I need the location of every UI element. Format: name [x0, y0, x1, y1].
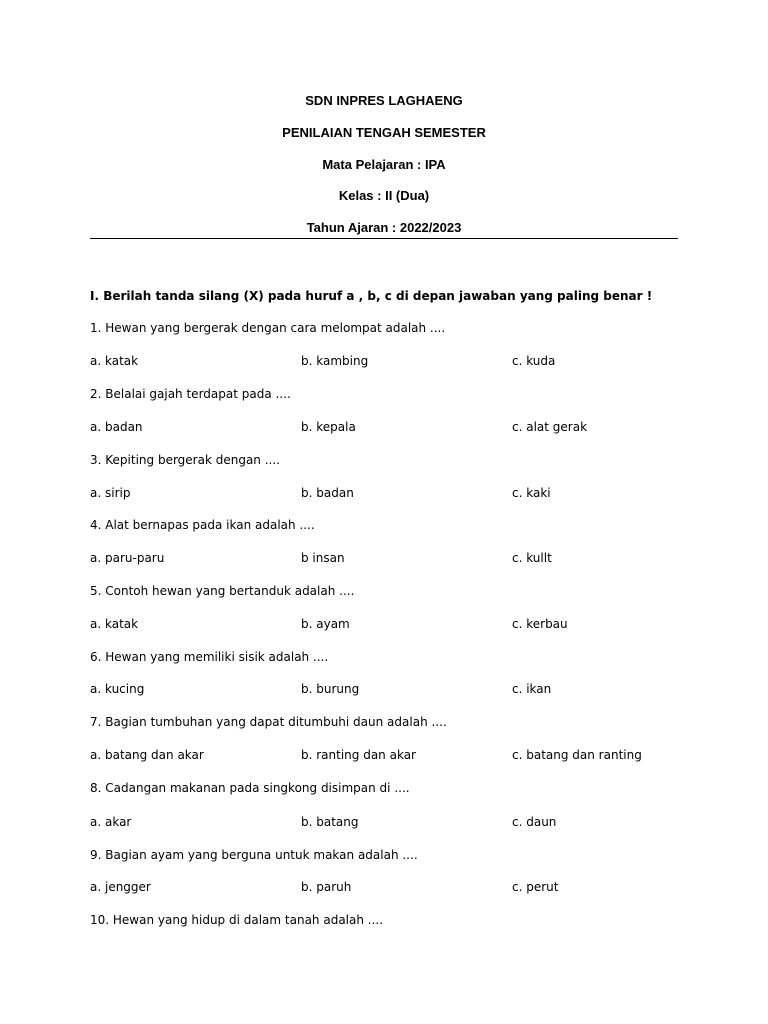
- question-8-option-c: c. daun: [512, 815, 557, 829]
- question-3-option-b: b. badan: [301, 486, 354, 500]
- question-3-option-c: c. kaki: [512, 486, 551, 500]
- question-6: 6. Hewan yang memiliki sisik adalah ....: [90, 650, 329, 664]
- question-5-option-b: b. ayam: [301, 617, 350, 631]
- question-5: 5. Contoh hewan yang bertanduk adalah ....: [90, 584, 355, 598]
- question-3: 3. Kepiting bergerak dengan ....: [90, 453, 280, 467]
- question-7-option-b: b. ranting dan akar: [301, 748, 416, 762]
- question-1-option-c: c. kuda: [512, 354, 556, 368]
- question-8-option-b: b. batang: [301, 815, 359, 829]
- question-4-option-c: c. kullt: [512, 551, 552, 565]
- question-9-option-a: a. jengger: [90, 880, 151, 894]
- instruction-text: I. Berilah tanda silang (X) pada huruf a , b, c di depan jawaban yang paling benar !: [90, 289, 653, 303]
- question-6-option-a: a. kucing: [90, 682, 145, 696]
- question-9-option-c: c. perut: [512, 880, 559, 894]
- question-7: 7. Bagian tumbuhan yang dapat ditumbuhi daun adalah ....: [90, 715, 447, 729]
- question-2-option-b: b. kepala: [301, 420, 356, 434]
- question-5-option-a: a. katak: [90, 617, 139, 631]
- question-2-option-c: c. alat gerak: [512, 420, 588, 434]
- question-8: 8. Cadangan makanan pada singkong disimpan di ....: [90, 781, 410, 795]
- exam-title: PENILAIAN TENGAH SEMESTER: [282, 125, 486, 140]
- question-4: 4. Alat bernapas pada ikan adalah ....: [90, 518, 315, 532]
- question-5-option-c: c. kerbau: [512, 617, 568, 631]
- question-7-option-a: a. batang dan akar: [90, 748, 204, 762]
- question-10: 10. Hewan yang hidup di dalam tanah adalah ....: [90, 913, 384, 927]
- subject-line: Mata Pelajaran : IPA: [322, 157, 446, 172]
- question-2-option-a: a. badan: [90, 420, 143, 434]
- question-4-option-a: a. paru-paru: [90, 551, 165, 565]
- question-9: 9. Bagian ayam yang berguna untuk makan adalah ....: [90, 848, 418, 862]
- question-7-option-c: c. batang dan ranting: [512, 748, 642, 762]
- question-9-option-b: b. paruh: [301, 880, 352, 894]
- question-1: 1. Hewan yang bergerak dengan cara melompat adalah ....: [90, 321, 446, 335]
- question-8-option-a: a. akar: [90, 815, 132, 829]
- question-1-option-a: a. katak: [90, 354, 139, 368]
- question-4-option-b: b insan: [301, 551, 345, 565]
- question-6-option-c: c. ikan: [512, 682, 552, 696]
- header-divider: [90, 238, 678, 239]
- question-2: 2. Belalai gajah terdapat pada ....: [90, 387, 291, 401]
- question-1-option-b: b. kambing: [301, 354, 369, 368]
- question-6-option-b: b. burung: [301, 682, 360, 696]
- question-3-option-a: a. sirip: [90, 486, 131, 500]
- class-line: Kelas : II (Dua): [338, 188, 430, 203]
- year-line: Tahun Ajaran : 2022/2023: [306, 220, 462, 235]
- school-name: SDN INPRES LAGHAENG: [305, 93, 463, 108]
